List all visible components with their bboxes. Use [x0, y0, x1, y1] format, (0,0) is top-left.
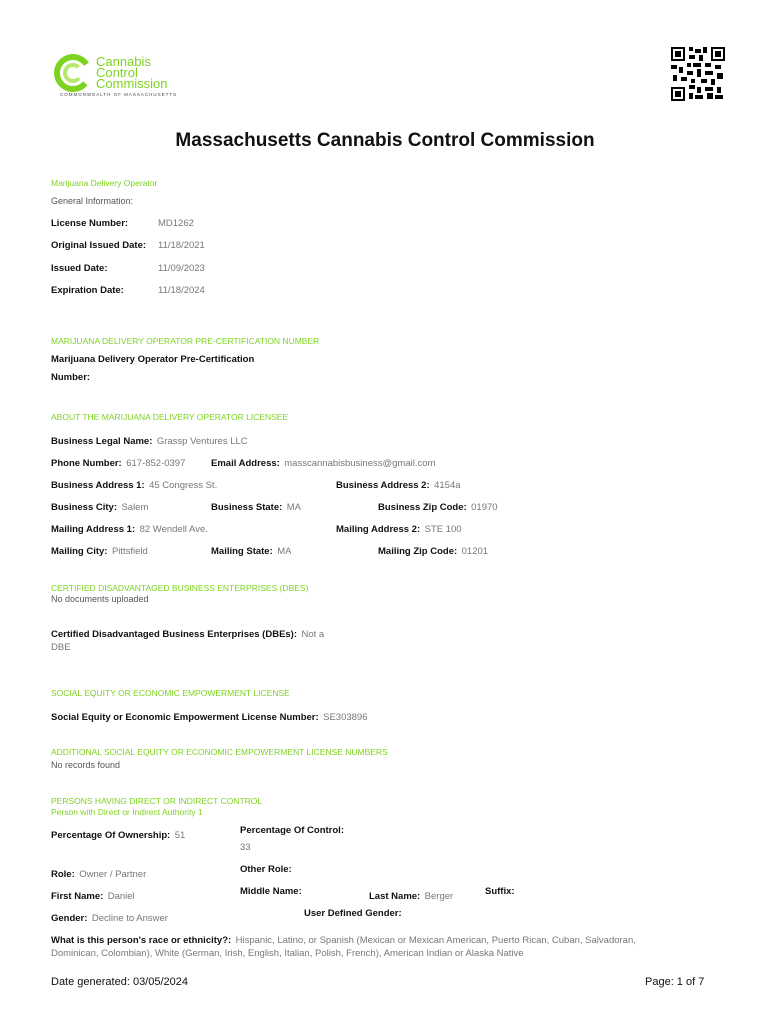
business-address-1-row [51, 475, 217, 493]
mailing-address-1-row [51, 519, 208, 537]
license-number-label: License Number: [51, 218, 129, 229]
phone-value: 617-852-0397 [126, 458, 186, 469]
logo-line-1: Cannabis [96, 54, 151, 69]
business-city-label: Business City: [51, 502, 117, 513]
precert-label-line1: Marijuana Delivery Operator Pre-Certification [51, 354, 255, 365]
race-label: What is this person's race or ethnicity?: [51, 935, 232, 946]
mailing-state-label: Mailing State: [211, 546, 273, 557]
suffix-label: Suffix: [485, 886, 515, 897]
logo-c-icon [54, 54, 92, 92]
last-name-label: Last Name: [369, 891, 421, 902]
precert-label-line2: Number: [51, 372, 91, 383]
mailing-city-label: Mailing City: [51, 546, 108, 557]
additional-se-none: No records found [51, 760, 121, 770]
business-zip-value: 01970 [471, 502, 498, 513]
role-row [51, 864, 146, 882]
dbe-heading: CERTIFIED DISADVANTAGED BUSINESS ENTERPRISES (DBES) [51, 583, 309, 593]
business-zip-label: Business Zip Code: [378, 502, 467, 513]
mailing-address-2-row [336, 519, 462, 537]
issued-date-label: Issued Date: [51, 263, 108, 274]
business-city-row [51, 497, 148, 515]
first-name-label: First Name: [51, 891, 104, 902]
gender-label: Gender: [51, 913, 88, 924]
business-state-value: MA [286, 502, 301, 513]
page-number: Page: 1 of 7 [645, 976, 705, 988]
business-address-1-value: 45 Congress St. [149, 480, 218, 491]
qr-code-icon[interactable] [671, 47, 725, 101]
control-value: 33 [240, 842, 251, 853]
social-equity-heading: SOCIAL EQUITY OR ECONOMIC EMPOWERMENT LICENSE [51, 688, 290, 698]
license-number-value: MD1262 [158, 218, 194, 229]
middle-name-label: Middle Name: [240, 886, 302, 897]
email-row [211, 453, 435, 471]
business-address-2-value: 4154a [434, 480, 461, 491]
business-address-2-row [336, 475, 461, 493]
dbe-label: Certified Disadvantaged Business Enterprises (DBEs): [51, 629, 298, 640]
commission-logo [54, 54, 184, 100]
other-role-label: Other Role: [240, 864, 292, 875]
phone-row [51, 453, 185, 471]
logo-line-2: Control [96, 65, 138, 80]
page-title: Massachusetts Cannabis Control Commission [175, 130, 595, 151]
dbe-no-docs: No documents uploaded [51, 594, 149, 604]
user-defined-gender-label: User Defined Gender: [304, 908, 402, 919]
gender-value: Decline to Answer [91, 913, 168, 924]
email-value: masscannabisbusiness@gmail.com [284, 458, 436, 469]
race-value-line2: Dominican, Colombian), White (German, Irish, English, Italian, Polish, French), American Indian or Alaska Native [51, 948, 524, 959]
logo-line-3: Commission [96, 76, 168, 91]
business-state-label: Business State: [211, 502, 283, 513]
persons-heading: PERSONS HAVING DIRECT OR INDIRECT CONTROL [51, 796, 263, 806]
role-value: Owner / Partner [79, 869, 147, 880]
licensee-heading: ABOUT THE MARIJUANA DELIVERY OPERATOR LICENSEE [51, 412, 289, 422]
race-row [51, 930, 636, 948]
mailing-state-value: MA [277, 546, 292, 557]
phone-label: Phone Number: [51, 458, 122, 469]
persons-subheading: Person with Direct or Indirect Authority 1 [51, 807, 203, 817]
role-label: Role: [51, 869, 75, 880]
mailing-address-1-value: 82 Wendell Ave. [139, 524, 208, 535]
precert-heading: MARIJUANA DELIVERY OPERATOR PRE-CERTIFICATION NUMBER [51, 336, 320, 346]
mailing-city-row [51, 541, 148, 559]
mailing-zip-row [378, 541, 488, 559]
legal-name-value: Grassp Ventures LLC [156, 436, 248, 447]
dbe-value-line2: DBE [51, 642, 71, 653]
mailing-state-row [211, 541, 291, 559]
social-equity-row [51, 707, 367, 725]
first-name-row [51, 886, 135, 904]
business-city-value: Salem [121, 502, 149, 513]
expiration-date-value: 11/18/2024 [158, 285, 205, 296]
mailing-address-1-label: Mailing Address 1: [51, 524, 136, 535]
legal-name-label: Business Legal Name: [51, 436, 153, 447]
business-address-2-label: Business Address 2: [336, 480, 430, 491]
business-address-1-label: Business Address 1: [51, 480, 145, 491]
mailing-zip-label: Mailing Zip Code: [378, 546, 458, 557]
original-issued-label: Original Issued Date: [51, 240, 147, 251]
mailing-address-2-value: STE 100 [424, 524, 462, 535]
business-zip-row [378, 497, 498, 515]
legal-name-row [51, 431, 248, 449]
control-label: Percentage Of Control: [240, 825, 344, 836]
first-name-value: Daniel [107, 891, 135, 902]
issued-date-value: 11/09/2023 [158, 263, 205, 274]
general-info-heading: General Information: [51, 196, 134, 206]
race-value-line1: Hispanic, Latino, or Spanish (Mexican or Mexican American, Puerto Rican, Cuban, Salvadoran, [235, 935, 636, 946]
mailing-address-2-label: Mailing Address 2: [336, 524, 421, 535]
ownership-value: 51 [174, 830, 186, 841]
social-equity-label: Social Equity or Economic Empowerment License Number: [51, 712, 319, 723]
original-issued-value: 11/18/2021 [158, 240, 205, 251]
social-equity-value: SE303896 [323, 712, 368, 723]
ownership-row [51, 825, 185, 843]
last-name-row [369, 886, 453, 904]
expiration-date-label: Expiration Date: [51, 285, 124, 296]
mailing-city-value: Pittsfield [111, 546, 148, 557]
email-label: Email Address: [211, 458, 280, 469]
last-name-value: Berger [424, 891, 454, 902]
dbe-value-line1: Not a [301, 629, 325, 640]
license-type-heading: Marijuana Delivery Operator [51, 178, 158, 188]
date-generated: Date generated: 03/05/2024 [51, 976, 189, 988]
dbe-row [51, 624, 324, 642]
ownership-label: Percentage Of Ownership: [51, 830, 171, 841]
additional-se-heading: ADDITIONAL SOCIAL EQUITY OR ECONOMIC EMPOWERMENT LICENSE NUMBERS [51, 747, 388, 757]
logo-tagline: COMMONWEALTH OF MASSACHUSETTS [60, 92, 178, 97]
mailing-zip-value: 01201 [461, 546, 489, 557]
business-state-row [211, 497, 301, 515]
gender-row [51, 908, 168, 926]
